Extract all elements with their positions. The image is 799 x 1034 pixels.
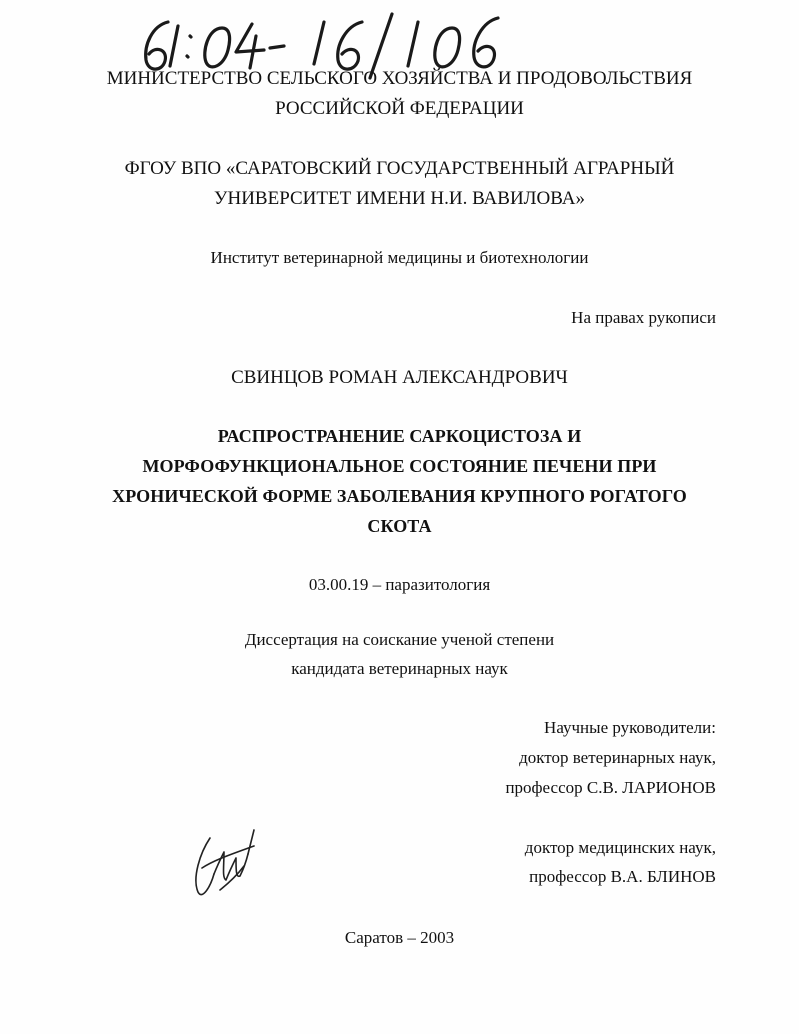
degree-line-1: Диссертация на соискание ученой степени — [244, 630, 555, 649]
supervisors-heading: Научные руководители: — [544, 718, 716, 737]
degree-line-2: кандидата ветеринарных наук — [291, 659, 508, 678]
rights-note: На правах рукописи — [571, 308, 716, 327]
thesis-title-line-3: ХРОНИЧЕСКОЙ ФОРМЕ ЗАБОЛЕВАНИЯ КРУПНОГО РОГАТОГО — [112, 486, 687, 506]
thesis-title-line-1: РАСПРОСТРАНЕНИЕ САРКОЦИСТОЗА И — [217, 426, 582, 446]
ministry-line-2: РОССИЙСКОЙ ФЕДЕРАЦИИ — [275, 98, 524, 119]
author-name: СВИНЦОВ РОМАН АЛЕКСАНДРОВИЧ — [231, 367, 568, 388]
university-line-2: УНИВЕРСИТЕТ ИМЕНИ Н.И. ВАВИЛОВА» — [214, 188, 585, 209]
university-line-1: ФГОУ ВПО «САРАТОВСКИЙ ГОСУДАРСТВЕННЫЙ АГРАРНЫЙ — [124, 158, 675, 179]
thesis-title-line-2: МОРФОФУНКЦИОНАЛЬНОЕ СОСТОЯНИЕ ПЕЧЕНИ ПРИ — [142, 456, 657, 476]
institute-name: Институт ветеринарной медицины и биотехнологии — [210, 248, 589, 267]
supervisor-2-degree: доктор медицинских наук, — [524, 838, 716, 857]
city-year: Саратов – 2003 — [344, 928, 455, 947]
supervisor-1-name: профессор С.В. ЛАРИОНОВ — [505, 778, 716, 797]
thesis-title-line-4: СКОТА — [367, 516, 432, 536]
supervisor-2-name: профессор В.А. БЛИНОВ — [529, 867, 716, 886]
specialty-code: 03.00.19 – паразитология — [308, 575, 491, 594]
ministry-line-1: МИНИСТЕРСТВО СЕЛЬСКОГО ХОЗЯЙСТВА И ПРОДОВОЛЬСТВИЯ — [106, 68, 693, 89]
supervisor-1-degree: доктор ветеринарных наук, — [519, 748, 716, 767]
handwritten-signature — [180, 818, 270, 908]
